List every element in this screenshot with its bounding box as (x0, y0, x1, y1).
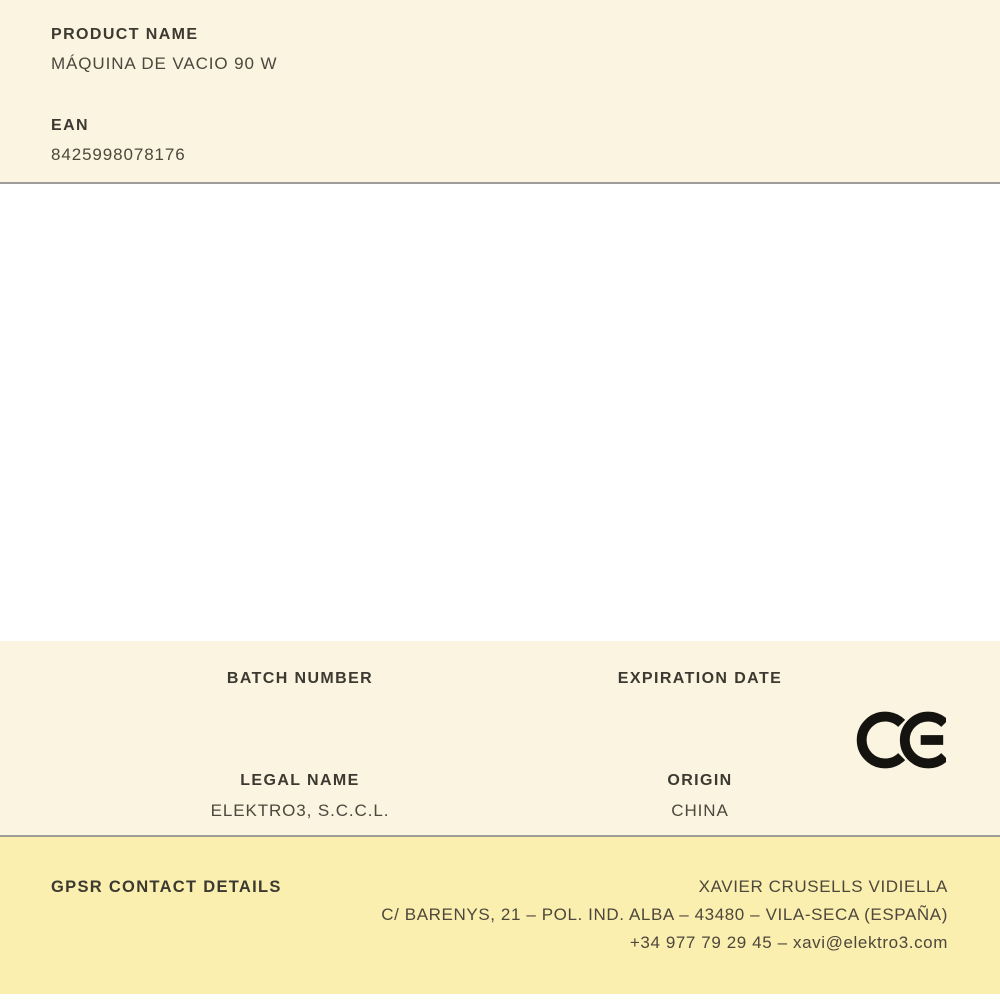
ce-mark-icon (856, 709, 946, 771)
legal-origin-row (0, 699, 1000, 821)
product-identity-section (0, 0, 1000, 184)
origin-label: ORIGIN (667, 772, 733, 789)
batch-expiration-row (0, 641, 1000, 699)
gpsr-contact-block (381, 873, 948, 957)
ean-value: 8425998078176 (51, 145, 186, 164)
compliance-info-section (0, 641, 1000, 837)
contact-phone-email-line: +34 977 79 29 45 – xavi@elektro3.com (629, 933, 948, 952)
contact-person-line: XAVIER CRUSELLS VIDIELLA (698, 877, 948, 896)
expiration-date-cell (500, 670, 900, 699)
legal-name-cell (100, 772, 500, 821)
origin-value: CHINA (671, 801, 729, 820)
gpsr-footer-section (0, 837, 1000, 994)
blank-image-area (0, 184, 1000, 641)
ean-label: EAN (51, 117, 89, 134)
batch-number-label: BATCH NUMBER (226, 670, 374, 687)
contact-address-line: C/ BARENYS, 21 – POL. IND. ALBA – 43480 – VILA-SECA (ESPAÑA) (381, 905, 948, 924)
legal-name-label: LEGAL NAME (240, 772, 360, 789)
batch-number-cell (100, 670, 500, 699)
product-name-value: MÁQUINA DE VACIO 90 W (51, 54, 278, 73)
gpsr-contact-label: GPSR CONTACT DETAILS (51, 878, 282, 896)
legal-name-value: ELEKTRO3, S.C.C.L. (210, 801, 390, 820)
product-name-label: PRODUCT NAME (51, 26, 199, 43)
expiration-date-label: EXPIRATION DATE (617, 670, 783, 687)
origin-cell (500, 772, 900, 821)
